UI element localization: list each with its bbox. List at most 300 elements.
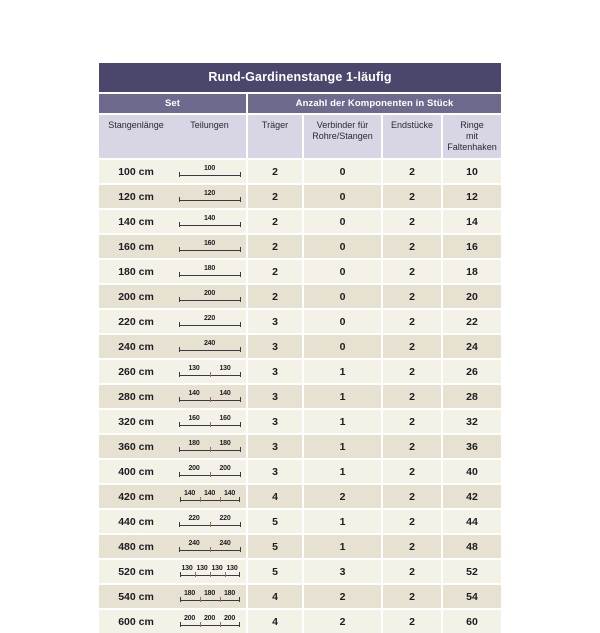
dimension-line-graphic xyxy=(179,465,241,478)
table-title: Rund-Gardinenstange 1-läufig xyxy=(99,63,501,92)
dimension-segment-value: 180 xyxy=(203,590,216,597)
column-header-ringe xyxy=(441,115,501,158)
dimension-segment xyxy=(210,365,241,378)
column-header-stangenlaenge xyxy=(99,115,173,158)
cell-stangenlaenge: 480 cm xyxy=(118,540,154,553)
dimension-segment xyxy=(200,615,220,628)
dimension-segment xyxy=(200,490,220,503)
dimension-end-tick xyxy=(240,272,241,277)
cell-endstuecke: 2 xyxy=(381,510,441,533)
dimension-segment xyxy=(180,565,195,578)
dimension-segment xyxy=(210,540,241,553)
cell-stangenlaenge: 100 cm xyxy=(118,165,154,178)
cell-verbinder: 2 xyxy=(302,585,381,608)
cell-teilungen xyxy=(173,585,246,608)
dimension-end-tick xyxy=(240,297,241,302)
cell-traeger: 3 xyxy=(246,435,302,458)
table-row xyxy=(99,558,501,583)
dimension-end-tick xyxy=(179,347,180,352)
cell-traeger: 5 xyxy=(246,510,302,533)
cell-endstuecke: 2 xyxy=(381,460,441,483)
cell-endstuecke: 2 xyxy=(381,485,441,508)
dimension-segment-value: 130 xyxy=(188,365,200,372)
table-row xyxy=(99,183,501,208)
dimension-baseline xyxy=(180,600,200,601)
cell-traeger: 2 xyxy=(246,260,302,283)
table-row xyxy=(99,358,501,383)
dimension-segment-value: 160 xyxy=(219,415,231,422)
cell-endstuecke: 2 xyxy=(381,560,441,583)
dimension-divider-tick xyxy=(210,472,211,477)
cell-endstuecke: 2 xyxy=(381,185,441,208)
cell-teilungen xyxy=(173,235,246,258)
cell-verbinder: 0 xyxy=(302,285,381,308)
table-row xyxy=(99,333,501,358)
dimension-end-tick xyxy=(239,622,240,627)
dimension-segment-value: 130 xyxy=(181,565,193,572)
cell-stangenlaenge: 320 cm xyxy=(118,415,154,428)
dimension-segment-value: 100 xyxy=(203,165,216,172)
dimension-line-graphic xyxy=(180,490,240,503)
cell-teilungen xyxy=(173,535,246,558)
dimension-segment xyxy=(220,490,240,503)
cell-endstuecke: 2 xyxy=(381,360,441,383)
dimension-segment xyxy=(210,415,241,428)
cell-stangenlaenge: 420 cm xyxy=(118,490,154,503)
dimension-baseline xyxy=(179,425,210,426)
dimension-baseline xyxy=(179,200,241,201)
cell-stangenlaenge: 400 cm xyxy=(118,465,154,478)
dimension-line-graphic xyxy=(179,190,241,203)
table-row xyxy=(99,458,501,483)
cell-stangenlaenge: 280 cm xyxy=(118,390,154,403)
dimension-baseline xyxy=(180,575,195,576)
cell-ringe: 36 xyxy=(441,435,501,458)
table-row xyxy=(99,158,501,183)
dimension-end-tick xyxy=(180,497,181,502)
dimension-line-graphic xyxy=(179,290,241,303)
dimension-segment-value: 240 xyxy=(203,340,216,347)
cell-teilungen xyxy=(173,485,246,508)
dimension-baseline xyxy=(200,500,220,501)
product-spec-table xyxy=(99,63,501,633)
table-body xyxy=(99,158,501,633)
dimension-segment xyxy=(210,515,241,528)
cell-verbinder: 2 xyxy=(302,485,381,508)
dimension-divider-tick xyxy=(210,422,211,427)
dimension-baseline xyxy=(210,450,241,451)
cell-endstuecke: 2 xyxy=(381,160,441,183)
dimension-segment xyxy=(179,515,210,528)
dimension-segment-value: 200 xyxy=(219,465,231,472)
dimension-segment xyxy=(179,465,210,478)
cell-ringe: 18 xyxy=(441,260,501,283)
cell-endstuecke: 2 xyxy=(381,260,441,283)
dimension-divider-tick xyxy=(225,572,226,577)
cell-ringe: 32 xyxy=(441,410,501,433)
dimension-end-tick xyxy=(240,247,241,252)
cell-teilungen xyxy=(173,360,246,383)
dimension-segment-value: 180 xyxy=(219,440,231,447)
cell-traeger: 4 xyxy=(246,485,302,508)
dimension-segment-value: 140 xyxy=(203,490,216,497)
dimension-end-tick xyxy=(179,272,180,277)
cell-ringe: 20 xyxy=(441,285,501,308)
dimension-segment-value: 200 xyxy=(183,615,196,622)
cell-endstuecke: 2 xyxy=(381,335,441,358)
cell-teilungen xyxy=(173,210,246,233)
cell-traeger: 2 xyxy=(246,235,302,258)
dimension-baseline xyxy=(179,300,241,301)
dimension-baseline xyxy=(210,425,241,426)
cell-endstuecke: 2 xyxy=(381,235,441,258)
table-row xyxy=(99,408,501,433)
dimension-segment xyxy=(195,565,210,578)
cell-ringe: 48 xyxy=(441,535,501,558)
dimension-baseline xyxy=(179,375,210,376)
cell-teilungen xyxy=(173,610,246,633)
cell-teilungen xyxy=(173,410,246,433)
dimension-baseline xyxy=(220,500,240,501)
dimension-baseline xyxy=(179,475,210,476)
cell-traeger: 2 xyxy=(246,185,302,208)
dimension-divider-tick xyxy=(210,447,211,452)
table-row xyxy=(99,583,501,608)
dimension-end-tick xyxy=(239,497,240,502)
dimension-segment-value: 130 xyxy=(226,565,238,572)
dimension-baseline xyxy=(220,625,240,626)
cell-verbinder: 0 xyxy=(302,335,381,358)
dimension-baseline xyxy=(210,400,241,401)
dimension-segment xyxy=(210,440,241,453)
dimension-divider-tick xyxy=(195,572,196,577)
table-row xyxy=(99,308,501,333)
dimension-baseline xyxy=(225,575,240,576)
cell-ringe: 28 xyxy=(441,385,501,408)
cell-stangenlaenge: 160 cm xyxy=(118,240,154,253)
cell-traeger: 3 xyxy=(246,335,302,358)
cell-ringe: 14 xyxy=(441,210,501,233)
cell-ringe: 44 xyxy=(441,510,501,533)
dimension-baseline xyxy=(179,400,210,401)
dimension-segment xyxy=(179,290,241,303)
cell-verbinder: 1 xyxy=(302,535,381,558)
cell-stangenlaenge: 220 cm xyxy=(118,315,154,328)
dimension-segment xyxy=(179,165,241,178)
dimension-segment xyxy=(179,540,210,553)
dimension-baseline xyxy=(179,250,241,251)
dimension-end-tick xyxy=(240,347,241,352)
dimension-baseline xyxy=(210,525,241,526)
column-header-traeger-line1: Träger xyxy=(261,120,289,130)
dimension-segment-value: 240 xyxy=(219,540,231,547)
dimension-end-tick xyxy=(240,397,241,402)
cell-traeger: 3 xyxy=(246,410,302,433)
dimension-line-graphic xyxy=(179,365,241,378)
dimension-segment-value: 240 xyxy=(188,540,200,547)
cell-ringe: 60 xyxy=(441,610,501,633)
dimension-segment xyxy=(220,590,240,603)
cell-teilungen xyxy=(173,310,246,333)
column-header-verbinder-line1: Verbinder für xyxy=(316,120,369,130)
column-header-endstuecke-line1: Endstücke xyxy=(390,120,434,130)
cell-verbinder: 0 xyxy=(302,185,381,208)
cell-ringe: 16 xyxy=(441,235,501,258)
cell-verbinder: 2 xyxy=(302,610,381,633)
column-header-ringe-line2: mit Faltenhaken xyxy=(447,131,497,152)
dimension-end-tick xyxy=(240,172,241,177)
cell-endstuecke: 2 xyxy=(381,285,441,308)
dimension-baseline xyxy=(210,475,241,476)
dimension-end-tick xyxy=(240,422,241,427)
column-header-teilungen-line1: Teilungen xyxy=(190,120,229,130)
cell-stangenlaenge: 180 cm xyxy=(118,265,154,278)
cell-verbinder: 3 xyxy=(302,560,381,583)
dimension-segment-value: 180 xyxy=(183,590,196,597)
cell-traeger: 5 xyxy=(246,560,302,583)
dimension-segment xyxy=(180,590,200,603)
dimension-baseline xyxy=(210,550,241,551)
dimension-end-tick xyxy=(240,472,241,477)
cell-stangenlaenge: 600 cm xyxy=(118,615,154,628)
dimension-segment xyxy=(179,190,241,203)
dimension-segment-value: 180 xyxy=(203,265,216,272)
dimension-segment xyxy=(179,240,241,253)
cell-stangenlaenge: 200 cm xyxy=(118,290,154,303)
cell-endstuecke: 2 xyxy=(381,410,441,433)
cell-traeger: 3 xyxy=(246,460,302,483)
dimension-segment-value: 140 xyxy=(219,390,231,397)
dimension-end-tick xyxy=(179,397,180,402)
dimension-segment-value: 140 xyxy=(183,490,196,497)
cell-endstuecke: 2 xyxy=(381,585,441,608)
cell-verbinder: 0 xyxy=(302,160,381,183)
table-row xyxy=(99,508,501,533)
dimension-divider-tick xyxy=(220,622,221,627)
cell-ringe: 40 xyxy=(441,460,501,483)
dimension-end-tick xyxy=(240,372,241,377)
dimension-line-graphic xyxy=(179,315,241,328)
cell-ringe: 54 xyxy=(441,585,501,608)
column-header-endstuecke xyxy=(381,115,441,158)
cell-verbinder: 1 xyxy=(302,410,381,433)
column-header-stangenlaenge-line1: Stangenlänge xyxy=(108,120,164,130)
cell-stangenlaenge: 360 cm xyxy=(118,440,154,453)
dimension-segment-value: 180 xyxy=(188,440,200,447)
dimension-segment xyxy=(179,315,241,328)
dimension-baseline xyxy=(200,600,220,601)
dimension-end-tick xyxy=(240,222,241,227)
dimension-line-graphic xyxy=(179,240,241,253)
dimension-baseline xyxy=(179,275,241,276)
group-header-components: Anzahl der Komponenten in Stück xyxy=(295,98,454,109)
cell-teilungen xyxy=(173,260,246,283)
dimension-baseline xyxy=(220,600,240,601)
dimension-segment xyxy=(179,365,210,378)
dimension-line-graphic xyxy=(180,590,240,603)
cell-stangenlaenge: 140 cm xyxy=(118,215,154,228)
dimension-end-tick xyxy=(179,472,180,477)
dimension-line-graphic xyxy=(179,165,241,178)
dimension-divider-tick xyxy=(200,497,201,502)
table-row xyxy=(99,208,501,233)
dimension-baseline xyxy=(179,225,241,226)
cell-stangenlaenge: 120 cm xyxy=(118,190,154,203)
dimension-end-tick xyxy=(179,522,180,527)
dimension-segment xyxy=(220,615,240,628)
cell-verbinder: 0 xyxy=(302,260,381,283)
dimension-baseline xyxy=(210,375,241,376)
dimension-segment xyxy=(210,390,241,403)
column-header-verbinder xyxy=(302,115,381,158)
dimension-end-tick xyxy=(179,447,180,452)
dimension-segment-value: 220 xyxy=(219,515,231,522)
dimension-segment-value: 160 xyxy=(203,240,216,247)
dimension-segment-value: 220 xyxy=(188,515,200,522)
dimension-divider-tick xyxy=(210,397,211,402)
dimension-segment-value: 220 xyxy=(203,315,216,322)
dimension-end-tick xyxy=(179,297,180,302)
dimension-segment xyxy=(225,565,240,578)
dimension-end-tick xyxy=(239,572,240,577)
dimension-line-graphic xyxy=(180,565,240,578)
cell-teilungen xyxy=(173,460,246,483)
cell-teilungen xyxy=(173,435,246,458)
cell-ringe: 12 xyxy=(441,185,501,208)
dimension-segment xyxy=(179,440,210,453)
cell-teilungen xyxy=(173,160,246,183)
cell-stangenlaenge: 260 cm xyxy=(118,365,154,378)
dimension-segment xyxy=(180,490,200,503)
cell-endstuecke: 2 xyxy=(381,385,441,408)
cell-ringe: 10 xyxy=(441,160,501,183)
dimension-segment-value: 130 xyxy=(219,365,231,372)
dimension-end-tick xyxy=(240,447,241,452)
cell-teilungen xyxy=(173,185,246,208)
dimension-segment xyxy=(200,590,220,603)
column-header-teilungen xyxy=(173,115,246,158)
cell-traeger: 4 xyxy=(246,610,302,633)
cell-teilungen xyxy=(173,335,246,358)
dimension-segment-value: 130 xyxy=(196,565,208,572)
cell-verbinder: 0 xyxy=(302,310,381,333)
dimension-segment xyxy=(179,415,210,428)
table-row xyxy=(99,258,501,283)
cell-verbinder: 0 xyxy=(302,235,381,258)
dimension-segment-value: 130 xyxy=(211,565,223,572)
cell-teilungen xyxy=(173,560,246,583)
cell-teilungen xyxy=(173,385,246,408)
cell-traeger: 3 xyxy=(246,310,302,333)
column-header-row xyxy=(99,113,501,158)
group-header-row xyxy=(99,92,501,113)
cell-traeger: 2 xyxy=(246,285,302,308)
dimension-end-tick xyxy=(179,322,180,327)
dimension-end-tick xyxy=(179,222,180,227)
dimension-line-graphic xyxy=(179,265,241,278)
dimension-segment-value: 120 xyxy=(203,190,216,197)
cell-traeger: 3 xyxy=(246,360,302,383)
table-row xyxy=(99,433,501,458)
dimension-segment xyxy=(179,265,241,278)
dimension-line-graphic xyxy=(179,440,241,453)
dimension-baseline xyxy=(195,575,210,576)
dimension-segment xyxy=(210,565,225,578)
cell-stangenlaenge: 240 cm xyxy=(118,340,154,353)
cell-verbinder: 0 xyxy=(302,210,381,233)
dimension-segment-value: 200 xyxy=(188,465,200,472)
dimension-end-tick xyxy=(240,547,241,552)
dimension-baseline xyxy=(180,500,200,501)
cell-traeger: 2 xyxy=(246,210,302,233)
cell-traeger: 3 xyxy=(246,385,302,408)
cell-verbinder: 1 xyxy=(302,360,381,383)
dimension-segment-value: 200 xyxy=(223,615,236,622)
dimension-end-tick xyxy=(179,422,180,427)
dimension-segment-value: 140 xyxy=(223,490,236,497)
cell-verbinder: 1 xyxy=(302,460,381,483)
column-header-ringe-line1: Ringe xyxy=(460,120,484,130)
dimension-segment-value: 140 xyxy=(188,390,200,397)
dimension-end-tick xyxy=(179,247,180,252)
cell-verbinder: 1 xyxy=(302,385,381,408)
cell-traeger: 2 xyxy=(246,160,302,183)
table-row xyxy=(99,608,501,633)
cell-stangenlaenge: 540 cm xyxy=(118,590,154,603)
table-row xyxy=(99,383,501,408)
dimension-end-tick xyxy=(180,622,181,627)
dimension-line-graphic xyxy=(179,340,241,353)
dimension-segment-value: 160 xyxy=(188,415,200,422)
group-header-set: Set xyxy=(164,98,181,109)
dimension-baseline xyxy=(179,450,210,451)
dimension-segment-value: 180 xyxy=(223,590,236,597)
cell-traeger: 5 xyxy=(246,535,302,558)
cell-endstuecke: 2 xyxy=(381,610,441,633)
cell-ringe: 42 xyxy=(441,485,501,508)
cell-ringe: 22 xyxy=(441,310,501,333)
cell-endstuecke: 2 xyxy=(381,310,441,333)
cell-traeger: 4 xyxy=(246,585,302,608)
column-header-verbinder-line2: Rohre/Stangen xyxy=(312,131,373,141)
table-row xyxy=(99,533,501,558)
dimension-baseline xyxy=(180,625,200,626)
cell-teilungen xyxy=(173,510,246,533)
dimension-baseline xyxy=(200,625,220,626)
cell-endstuecke: 2 xyxy=(381,210,441,233)
dimension-end-tick xyxy=(240,322,241,327)
cell-verbinder: 1 xyxy=(302,510,381,533)
dimension-line-graphic xyxy=(179,415,241,428)
cell-endstuecke: 2 xyxy=(381,535,441,558)
dimension-line-graphic xyxy=(179,215,241,228)
dimension-baseline xyxy=(179,525,210,526)
dimension-segment xyxy=(179,390,210,403)
dimension-segment-value: 200 xyxy=(203,290,216,297)
dimension-end-tick xyxy=(180,572,181,577)
cell-ringe: 52 xyxy=(441,560,501,583)
dimension-segment xyxy=(179,215,241,228)
dimension-line-graphic xyxy=(179,540,241,553)
dimension-baseline xyxy=(210,575,225,576)
dimension-baseline xyxy=(179,325,241,326)
column-header-traeger xyxy=(246,115,302,158)
dimension-segment-value: 140 xyxy=(203,215,216,222)
dimension-divider-tick xyxy=(220,497,221,502)
table-row xyxy=(99,233,501,258)
dimension-line-graphic xyxy=(179,390,241,403)
dimension-end-tick xyxy=(240,197,241,202)
